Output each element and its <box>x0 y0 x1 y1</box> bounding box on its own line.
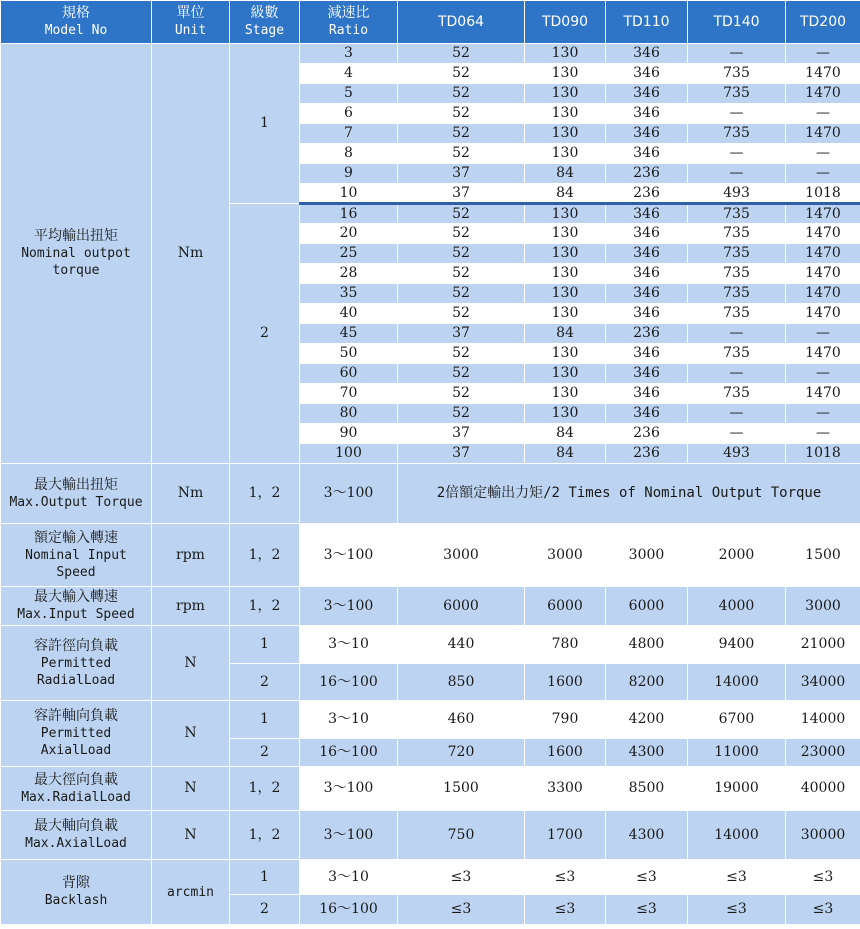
nominal-value-td064: 52 <box>398 144 525 164</box>
nominal-value-td064: 37 <box>398 324 525 344</box>
nominal-value-td090: 130 <box>525 304 606 324</box>
nominal-ratio: 16 <box>300 204 398 224</box>
max-speed-td064: 6000 <box>398 587 525 626</box>
backlash-2-td140: ≤3 <box>688 895 786 925</box>
nominal-ratio: 10 <box>300 184 398 204</box>
nominal-value-td090: 130 <box>525 384 606 404</box>
nominal-speed-row <box>1 524 860 587</box>
axial-1-td110: 4200 <box>606 701 688 739</box>
max-speed-td140: 4000 <box>688 587 786 626</box>
nominal-value-td200: — <box>786 404 860 424</box>
backlash-2-td090: ≤3 <box>525 895 606 925</box>
nominal-ratio: 8 <box>300 144 398 164</box>
nominal-value-td200: 1470 <box>786 244 860 264</box>
nominal-value-td110: 346 <box>606 104 688 124</box>
nominal-ratio: 9 <box>300 164 398 184</box>
nominal-ratio: 3 <box>300 44 398 64</box>
axial-stage-2: 2 <box>230 739 300 767</box>
radial-1-td140: 9400 <box>688 626 786 664</box>
nominal-value-td110: 346 <box>606 144 688 164</box>
nominal-value-td140: 735 <box>688 284 786 304</box>
nominal-value-td140: 735 <box>688 304 786 324</box>
axial-ratio-1: 3～10 <box>300 701 398 739</box>
nominal-value-td064: 52 <box>398 64 525 84</box>
nominal-value-td064: 52 <box>398 304 525 324</box>
nominal-ratio: 25 <box>300 244 398 264</box>
radial-ratio-1: 3～10 <box>300 626 398 664</box>
nominal-ratio: 35 <box>300 284 398 304</box>
nominal-stage-1: 1 <box>230 44 300 204</box>
axial-ratio-2: 16～100 <box>300 739 398 767</box>
nominal-ratio: 28 <box>300 264 398 284</box>
nominal-value-td140: — <box>688 364 786 384</box>
nominal-value-td110: 346 <box>606 404 688 424</box>
nominal-value-td090: 130 <box>525 104 606 124</box>
nominal-ratio: 4 <box>300 64 398 84</box>
header-ratio: 減速比 Ratio <box>300 1 398 44</box>
nominal-value-td200: — <box>786 424 860 444</box>
nominal-value-td200: 1470 <box>786 284 860 304</box>
max-torque-row <box>1 464 860 524</box>
radial-stage-1: 1 <box>230 626 300 664</box>
nominal-value-td140: 735 <box>688 224 786 244</box>
nominal-value-td090: 130 <box>525 124 606 144</box>
backlash-1-td110: ≤3 <box>606 860 688 895</box>
nominal-value-td200: 1018 <box>786 184 860 204</box>
nominal-speed-ratio: 3～100 <box>300 524 398 587</box>
backlash-unit: arcmin <box>152 860 230 925</box>
nominal-value-td200: 1470 <box>786 384 860 404</box>
axial-2-td110: 4300 <box>606 739 688 767</box>
axial-2-td200: 23000 <box>786 739 860 767</box>
max-speed-unit: rpm <box>152 587 230 626</box>
backlash-1-td090: ≤3 <box>525 860 606 895</box>
header-model-td064: TD064 <box>398 1 525 44</box>
backlash-stage-1: 1 <box>230 860 300 895</box>
nominal-value-td110: 236 <box>606 324 688 344</box>
axial-2-td140: 11000 <box>688 739 786 767</box>
header-model-td140: TD140 <box>688 1 786 44</box>
max-radial-unit: N <box>152 767 230 811</box>
nominal-value-td110: 346 <box>606 244 688 264</box>
radial-label: 容許徑向負載 Permitted RadialLoad <box>1 626 152 701</box>
nominal-speed-stage: 1，2 <box>230 524 300 587</box>
nominal-value-td090: 130 <box>525 404 606 424</box>
nominal-value-td064: 52 <box>398 104 525 124</box>
nominal-value-td200: 1470 <box>786 224 860 244</box>
nominal-value-td110: 346 <box>606 204 688 224</box>
max-axial-label: 最大軸向負載 Max.AxialLoad <box>1 811 152 860</box>
header-model-td090: TD090 <box>525 1 606 44</box>
nominal-value-td140: 493 <box>688 184 786 204</box>
nominal-value-td090: 130 <box>525 44 606 64</box>
nominal-value-td064: 52 <box>398 264 525 284</box>
max-speed-row <box>1 587 860 626</box>
max-speed-stage: 1，2 <box>230 587 300 626</box>
radial-2-td110: 8200 <box>606 664 688 701</box>
nominal-ratio: 70 <box>300 384 398 404</box>
radial-stage-2: 2 <box>230 664 300 701</box>
nominal-value-td140: 735 <box>688 384 786 404</box>
max-axial-ratio: 3～100 <box>300 811 398 860</box>
max-radial-label: 最大徑向負載 Max.RadialLoad <box>1 767 152 811</box>
nominal-value-td140: 493 <box>688 444 786 464</box>
max-radial-td200: 40000 <box>786 767 860 811</box>
backlash-1-td200: ≤3 <box>786 860 860 895</box>
max-radial-td090: 3300 <box>525 767 606 811</box>
nominal-value-td064: 52 <box>398 84 525 104</box>
nominal-value-td110: 236 <box>606 184 688 204</box>
header-row <box>1 1 860 44</box>
nominal-value-td110: 346 <box>606 264 688 284</box>
nominal-value-td064: 52 <box>398 284 525 304</box>
nominal-value-td200: — <box>786 364 860 384</box>
nominal-value-td110: 346 <box>606 224 688 244</box>
nominal-value-td090: 130 <box>525 244 606 264</box>
nominal-value-td140: 735 <box>688 344 786 364</box>
nominal-ratio: 6 <box>300 104 398 124</box>
nominal-value-td110: 346 <box>606 64 688 84</box>
nominal-ratio: 60 <box>300 364 398 384</box>
nominal-value-td110: 346 <box>606 384 688 404</box>
axial-unit: N <box>152 701 230 767</box>
nominal-value-td200: — <box>786 144 860 164</box>
nominal-speed-unit: rpm <box>152 524 230 587</box>
nominal-value-td064: 52 <box>398 384 525 404</box>
header-spec: 規格 Model No <box>1 1 152 44</box>
nominal-value-td090: 130 <box>525 84 606 104</box>
radial-2-td200: 34000 <box>786 664 860 701</box>
axial-row-1 <box>1 701 860 739</box>
max-speed-td110: 6000 <box>606 587 688 626</box>
nominal-ratio: 50 <box>300 344 398 364</box>
nominal-value-td090: 84 <box>525 164 606 184</box>
axial-stage-1: 1 <box>230 701 300 739</box>
nominal-ratio: 80 <box>300 404 398 424</box>
backlash-label: 背隙 Backlash <box>1 860 152 925</box>
max-torque-label: 最大輸出扭矩 Max.Output Torque <box>1 464 152 524</box>
nominal-value-td110: 346 <box>606 364 688 384</box>
nominal-value-td064: 52 <box>398 364 525 384</box>
nominal-value-td200: — <box>786 164 860 184</box>
radial-2-td064: 850 <box>398 664 525 701</box>
nominal-ratio: 7 <box>300 124 398 144</box>
nominal-value-td200: 1470 <box>786 304 860 324</box>
nominal-value-td064: 37 <box>398 424 525 444</box>
backlash-ratio-2: 16～100 <box>300 895 398 925</box>
max-torque-stage: 1，2 <box>230 464 300 524</box>
nominal-value-td064: 52 <box>398 44 525 64</box>
max-axial-td110: 4300 <box>606 811 688 860</box>
max-axial-td200: 30000 <box>786 811 860 860</box>
max-radial-row <box>1 767 860 811</box>
header-stage: 級數 Stage <box>230 1 300 44</box>
nominal-value-td064: 52 <box>398 404 525 424</box>
nominal-value-td090: 130 <box>525 264 606 284</box>
max-axial-td090: 1700 <box>525 811 606 860</box>
nominal-ratio: 5 <box>300 84 398 104</box>
max-torque-unit: Nm <box>152 464 230 524</box>
max-speed-td200: 3000 <box>786 587 860 626</box>
max-radial-td140: 19000 <box>688 767 786 811</box>
axial-label: 容許軸向負載 Permitted AxialLoad <box>1 701 152 767</box>
nominal-value-td200: 1470 <box>786 344 860 364</box>
header-model-td110: TD110 <box>606 1 688 44</box>
max-speed-ratio: 3～100 <box>300 587 398 626</box>
nominal-value-td200: 1470 <box>786 64 860 84</box>
nominal-ratio: 100 <box>300 444 398 464</box>
nominal-value-td140: 735 <box>688 84 786 104</box>
nominal-value-td200: — <box>786 324 860 344</box>
nominal-torque-unit: Nm <box>152 44 230 464</box>
backlash-2-td200: ≤3 <box>786 895 860 925</box>
nominal-value-td140: — <box>688 144 786 164</box>
max-torque-ratio: 3～100 <box>300 464 398 524</box>
nominal-speed-td140: 2000 <box>688 524 786 587</box>
axial-1-td090: 790 <box>525 701 606 739</box>
radial-ratio-2: 16～100 <box>300 664 398 701</box>
nominal-value-td090: 84 <box>525 424 606 444</box>
nominal-value-td090: 130 <box>525 364 606 384</box>
nominal-value-td140: 735 <box>688 244 786 264</box>
nominal-value-td090: 130 <box>525 144 606 164</box>
max-axial-td064: 750 <box>398 811 525 860</box>
max-speed-td090: 6000 <box>525 587 606 626</box>
radial-unit: N <box>152 626 230 701</box>
nominal-value-td140: 735 <box>688 264 786 284</box>
nominal-value-td140: — <box>688 164 786 184</box>
header-unit: 單位 Unit <box>152 1 230 44</box>
nominal-value-td200: 1470 <box>786 264 860 284</box>
max-radial-td110: 8500 <box>606 767 688 811</box>
radial-1-td064: 440 <box>398 626 525 664</box>
max-speed-label: 最大輸入轉速 Max.Input Speed <box>1 587 152 626</box>
nominal-speed-label: 額定輸入轉速 Nominal Input Speed <box>1 524 152 587</box>
nominal-ratio: 45 <box>300 324 398 344</box>
max-axial-row <box>1 811 860 860</box>
radial-row-1 <box>1 626 860 664</box>
backlash-ratio-1: 3～10 <box>300 860 398 895</box>
nominal-value-td140: — <box>688 324 786 344</box>
nominal-value-td110: 346 <box>606 284 688 304</box>
nominal-value-td140: 735 <box>688 124 786 144</box>
nominal-value-td064: 52 <box>398 244 525 264</box>
max-radial-td064: 1500 <box>398 767 525 811</box>
max-radial-stage: 1，2 <box>230 767 300 811</box>
nominal-torque-section <box>1 44 860 464</box>
nominal-value-td090: 130 <box>525 284 606 304</box>
nominal-value-td090: 130 <box>525 64 606 84</box>
lower-sections <box>1 464 860 925</box>
max-torque-value: 2倍額定輸出力矩/2 Times of Nominal Output Torque <box>398 464 860 524</box>
nominal-ratio: 20 <box>300 224 398 244</box>
nominal-value-td110: 236 <box>606 444 688 464</box>
axial-2-td090: 1600 <box>525 739 606 767</box>
backlash-2-td064: ≤3 <box>398 895 525 925</box>
nominal-value-td200: 1018 <box>786 444 860 464</box>
nominal-value-td064: 37 <box>398 184 525 204</box>
backlash-2-td110: ≤3 <box>606 895 688 925</box>
nominal-value-td140: — <box>688 424 786 444</box>
nominal-value-td200: 1470 <box>786 124 860 144</box>
nominal-value-td200: — <box>786 104 860 124</box>
nominal-value-td064: 37 <box>398 164 525 184</box>
nominal-torque-label: 平均輸出扭矩 Nominal outpot torque <box>1 44 152 464</box>
nominal-ratio: 40 <box>300 304 398 324</box>
nominal-value-td110: 236 <box>606 424 688 444</box>
nominal-value-td200: 1470 <box>786 84 860 104</box>
nominal-value-td110: 346 <box>606 304 688 324</box>
header-model-td200: TD200 <box>786 1 860 44</box>
nominal-value-td200: — <box>786 44 860 64</box>
backlash-row-1 <box>1 860 860 895</box>
nominal-value-td140: 735 <box>688 204 786 224</box>
nominal-value-td200: 1470 <box>786 204 860 224</box>
nominal-speed-td090: 3000 <box>525 524 606 587</box>
nominal-value-td090: 130 <box>525 344 606 364</box>
nominal-value-td064: 52 <box>398 124 525 144</box>
nominal-value-td090: 84 <box>525 184 606 204</box>
max-axial-td140: 14000 <box>688 811 786 860</box>
nominal-ratio: 90 <box>300 424 398 444</box>
nominal-value-td064: 52 <box>398 344 525 364</box>
max-radial-ratio: 3～100 <box>300 767 398 811</box>
nominal-value-td140: 735 <box>688 64 786 84</box>
axial-1-td200: 14000 <box>786 701 860 739</box>
axial-1-td140: 6700 <box>688 701 786 739</box>
nominal-speed-td064: 3000 <box>398 524 525 587</box>
nominal-value-td110: 346 <box>606 344 688 364</box>
nominal-value-td090: 130 <box>525 204 606 224</box>
nominal-torque-row <box>1 44 860 64</box>
radial-2-td090: 1600 <box>525 664 606 701</box>
nominal-value-td110: 346 <box>606 84 688 104</box>
nominal-speed-td200: 1500 <box>786 524 860 587</box>
nominal-value-td110: 346 <box>606 124 688 144</box>
max-axial-stage: 1，2 <box>230 811 300 860</box>
radial-1-td110: 4800 <box>606 626 688 664</box>
nominal-speed-td110: 3000 <box>606 524 688 587</box>
backlash-stage-2: 2 <box>230 895 300 925</box>
nominal-value-td140: — <box>688 404 786 424</box>
nominal-value-td064: 52 <box>398 224 525 244</box>
radial-2-td140: 14000 <box>688 664 786 701</box>
nominal-value-td090: 84 <box>525 324 606 344</box>
axial-2-td064: 720 <box>398 739 525 767</box>
axial-1-td064: 460 <box>398 701 525 739</box>
nominal-value-td064: 52 <box>398 204 525 224</box>
max-axial-unit: N <box>152 811 230 860</box>
nominal-value-td110: 346 <box>606 44 688 64</box>
nominal-value-td090: 84 <box>525 444 606 464</box>
nominal-value-td064: 37 <box>398 444 525 464</box>
nominal-value-td110: 236 <box>606 164 688 184</box>
nominal-value-td140: — <box>688 104 786 124</box>
radial-1-td200: 21000 <box>786 626 860 664</box>
radial-1-td090: 780 <box>525 626 606 664</box>
nominal-value-td140: — <box>688 44 786 64</box>
nominal-value-td090: 130 <box>525 224 606 244</box>
backlash-1-td140: ≤3 <box>688 860 786 895</box>
nominal-stage-2: 2 <box>230 204 300 464</box>
backlash-1-td064: ≤3 <box>398 860 525 895</box>
